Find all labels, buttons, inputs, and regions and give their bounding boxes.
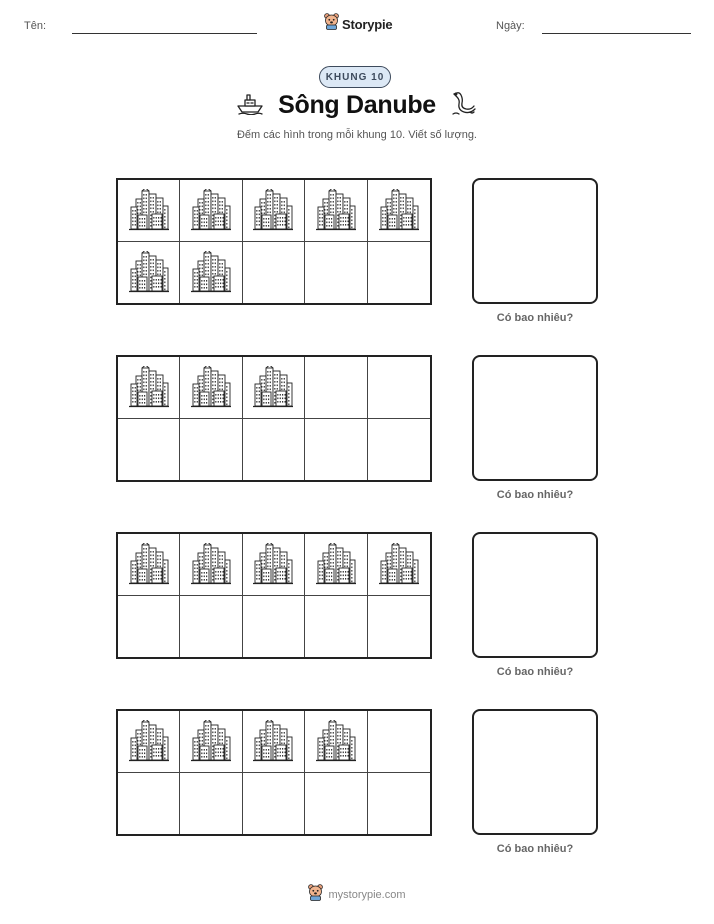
answer-box-3[interactable] [472, 532, 598, 658]
ten-frame-badge: KHUNG 10 [319, 66, 391, 88]
question-label-3: Có bao nhiêu? [496, 666, 574, 678]
ten-frame-1 [116, 178, 432, 305]
ten-frame-cell [305, 534, 367, 596]
question-label-2: Có bao nhiêu? [496, 489, 574, 501]
ten-frame-cell [368, 180, 430, 242]
ten-frame-cell [243, 242, 305, 304]
ten-frame-cell [243, 534, 305, 596]
ten-frame-2 [116, 355, 432, 482]
footer [0, 884, 714, 906]
answer-box-2[interactable] [472, 355, 598, 481]
city-buildings-icon [252, 720, 294, 762]
city-buildings-icon [315, 189, 357, 231]
city-buildings-icon [190, 189, 232, 231]
ten-frame-cell [180, 419, 242, 481]
ten-frame-cell [305, 180, 367, 242]
ten-frame-cell [305, 773, 367, 835]
ten-frame-cell [305, 596, 367, 658]
answer-box-4[interactable] [472, 709, 598, 835]
ten-frame-cell [368, 773, 430, 835]
name-label: Tên: [24, 20, 47, 32]
ten-frame-cell [368, 534, 430, 596]
ten-frame-cell [118, 773, 180, 835]
ten-frame-cell [243, 419, 305, 481]
instructions: Đếm các hình trong mỗi khung 10. Viết số lượng. [236, 129, 477, 141]
ten-frame-cell [118, 711, 180, 773]
boat-icon [236, 91, 264, 120]
city-buildings-icon [128, 189, 170, 231]
city-buildings-icon [252, 189, 294, 231]
question-label-1: Có bao nhiêu? [496, 312, 574, 324]
city-buildings-icon [315, 720, 357, 762]
city-buildings-icon [128, 251, 170, 293]
ten-frame-cell [368, 419, 430, 481]
title-row [0, 90, 714, 121]
ten-frame-cell [118, 419, 180, 481]
city-buildings-icon [128, 543, 170, 585]
ten-frame-cell [180, 596, 242, 658]
city-buildings-icon [128, 720, 170, 762]
city-buildings-icon [252, 366, 294, 408]
ten-frame-cell [305, 357, 367, 419]
ten-frame-cell [180, 180, 242, 242]
ten-frame-cell [368, 711, 430, 773]
ten-frame-cell [180, 773, 242, 835]
river-serpent-icon [450, 90, 478, 121]
ten-frame-cell [368, 242, 430, 304]
ten-frame-cell [305, 711, 367, 773]
city-buildings-icon [190, 251, 232, 293]
ten-frame-cell [180, 357, 242, 419]
answer-box-1[interactable] [472, 178, 598, 304]
ten-frame-cell [243, 357, 305, 419]
bear-mascot-icon [308, 884, 323, 906]
city-buildings-icon [315, 543, 357, 585]
ten-frame-cell [118, 534, 180, 596]
ten-frame-cell [243, 180, 305, 242]
ten-frame-cell [180, 534, 242, 596]
ten-frame-cell [243, 711, 305, 773]
ten-frame-cell [368, 596, 430, 658]
ten-frame-cell [118, 596, 180, 658]
date-label: Ngày: [496, 20, 525, 32]
city-buildings-icon [128, 366, 170, 408]
ten-frame-cell [305, 419, 367, 481]
footer-url: mystorypie.com [328, 889, 406, 901]
brand-logo [324, 13, 392, 35]
ten-frame-3 [116, 532, 432, 659]
ten-frame-cell [118, 357, 180, 419]
ten-frame-cell [180, 242, 242, 304]
city-buildings-icon [252, 543, 294, 585]
ten-frame-cell [118, 180, 180, 242]
brand-name: Storypie [342, 16, 393, 32]
city-buildings-icon [378, 189, 420, 231]
ten-frame-cell [180, 711, 242, 773]
city-buildings-icon [190, 720, 232, 762]
bear-mascot-icon [324, 13, 339, 35]
ten-frame-cell [243, 773, 305, 835]
ten-frame-cell [118, 242, 180, 304]
ten-frame-cell [368, 357, 430, 419]
question-label-4: Có bao nhiêu? [496, 843, 574, 855]
ten-frame-cell [305, 242, 367, 304]
ten-frame-cell [243, 596, 305, 658]
city-buildings-icon [378, 543, 420, 585]
name-line[interactable] [72, 33, 257, 34]
city-buildings-icon [190, 366, 232, 408]
ten-frame-4 [116, 709, 432, 836]
city-buildings-icon [190, 543, 232, 585]
page-title: Sông Danube [278, 91, 436, 119]
date-line[interactable] [542, 33, 691, 34]
